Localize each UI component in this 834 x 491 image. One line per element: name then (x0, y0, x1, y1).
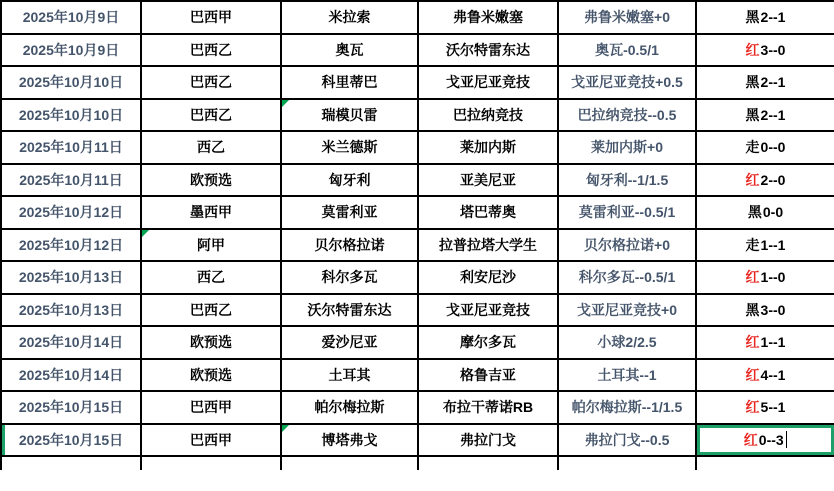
cell-handicap[interactable]: 莫雷利亚--0.5/1 (559, 197, 697, 230)
cell-league[interactable]: 欧预选 (142, 165, 282, 198)
cell-date[interactable]: 2025年10月12日 (2, 230, 142, 263)
green-corner-marker-icon (142, 230, 149, 237)
result-prefix: 黑 (747, 204, 762, 221)
result-prefix: 黑 (745, 74, 760, 91)
result-score: 2--1 (760, 106, 786, 123)
cell-result[interactable] (697, 230, 834, 263)
cell-home-team[interactable]: 米兰德斯 (282, 132, 419, 165)
cell-handicap[interactable]: 小球2/2.5 (559, 327, 697, 360)
result-score: 0-0 (762, 204, 784, 221)
cell-result[interactable] (697, 2, 834, 35)
empty-cell[interactable] (419, 457, 559, 470)
cell-home-team[interactable]: 奥瓦 (282, 35, 419, 68)
result-score: 1--1 (760, 334, 786, 351)
cell-handicap[interactable]: 土耳其--1 (559, 360, 697, 393)
cell-handicap[interactable]: 贝尔格拉诺+0 (559, 230, 697, 263)
cell-date[interactable]: 2025年10月15日 (2, 392, 142, 425)
cell-away-team[interactable]: 摩尔多瓦 (419, 327, 559, 360)
spreadsheet-grid (0, 2, 834, 470)
cell-handicap[interactable]: 戈亚尼亚竞技+0.5 (559, 67, 697, 100)
cell-date[interactable]: 2025年10月14日 (2, 327, 142, 360)
cell-date[interactable]: 2025年10月10日 (2, 100, 142, 133)
cell-home-team[interactable]: 帕尔梅拉斯 (282, 392, 419, 425)
cell-date[interactable]: 2025年10月9日 (2, 2, 142, 35)
cell-home-team[interactable]: 土耳其 (282, 360, 419, 393)
cell-result[interactable] (697, 100, 834, 133)
cell-date[interactable]: 2025年10月11日 (2, 165, 142, 198)
cell-away-team[interactable]: 沃尔特雷东达 (419, 35, 559, 68)
result-prefix: 红 (745, 334, 760, 351)
cell-league[interactable]: 巴西乙 (142, 100, 282, 133)
cell-away-team[interactable]: 戈亚尼亚竞技 (419, 295, 559, 328)
cell-handicap[interactable]: 巴拉纳竞技--0.5 (559, 100, 697, 133)
result-prefix: 走 (745, 236, 760, 253)
empty-cell[interactable] (559, 457, 697, 470)
cell-handicap[interactable]: 弗拉门戈--0.5 (559, 425, 697, 458)
cell-away-team[interactable]: 格鲁吉亚 (419, 360, 559, 393)
cell-away-team[interactable]: 塔巴蒂奥 (419, 197, 559, 230)
result-prefix: 黑 (745, 106, 760, 123)
cell-handicap[interactable]: 帕尔梅拉斯--1/1.5 (559, 392, 697, 425)
result-prefix: 黑 (745, 301, 760, 318)
cell-result[interactable] (697, 295, 834, 328)
empty-cell[interactable] (697, 457, 834, 470)
cell-home-team[interactable]: 科尔多瓦 (282, 262, 419, 295)
cell-date[interactable]: 2025年10月13日 (2, 262, 142, 295)
result-prefix: 走 (745, 139, 760, 156)
cell-handicap[interactable]: 科尔多瓦--0.5/1 (559, 262, 697, 295)
cell-result[interactable] (697, 132, 834, 165)
result-score: 1--0 (760, 269, 786, 286)
cell-date[interactable]: 2025年10月12日 (2, 197, 142, 230)
cell-date[interactable]: 2025年10月9日 (2, 35, 142, 68)
cell-league[interactable]: 巴西甲 (142, 425, 282, 458)
text-caret (786, 431, 788, 448)
cell-away-team[interactable]: 弗鲁米嫩塞 (419, 2, 559, 35)
cell-away-team[interactable]: 拉普拉塔大学生 (419, 230, 559, 263)
cell-result[interactable] (697, 425, 834, 458)
cell-result[interactable] (697, 165, 834, 198)
green-corner-marker-icon (282, 100, 289, 107)
result-score: 1--1 (760, 236, 786, 253)
cell-handicap[interactable]: 莱加内斯+0 (559, 132, 697, 165)
cell-result[interactable] (697, 392, 834, 425)
cell-home-team[interactable]: 爱沙尼亚 (282, 327, 419, 360)
cell-league[interactable]: 巴西甲 (142, 2, 282, 35)
cell-league[interactable]: 巴西乙 (142, 295, 282, 328)
cell-home-team[interactable]: 贝尔格拉诺 (282, 230, 419, 263)
cell-league[interactable]: 欧预选 (142, 327, 282, 360)
cell-result[interactable] (697, 197, 834, 230)
cell-result[interactable] (697, 327, 834, 360)
empty-cell[interactable] (2, 457, 142, 470)
cell-away-team[interactable]: 弗拉门戈 (419, 425, 559, 458)
cell-away-team[interactable]: 莱加内斯 (419, 132, 559, 165)
cell-handicap[interactable]: 弗鲁米嫩塞+0 (559, 2, 697, 35)
result-prefix: 红 (745, 41, 760, 58)
cell-date[interactable]: 2025年10月11日 (2, 132, 142, 165)
result-score: 2--0 (760, 171, 786, 188)
cell-date[interactable]: 2025年10月13日 (2, 295, 142, 328)
cell-home-team[interactable]: 博塔弗戈 (282, 425, 419, 458)
empty-cell[interactable] (282, 457, 419, 470)
cell-league[interactable]: 西乙 (142, 132, 282, 165)
cell-home-team[interactable]: 沃尔特雷东达 (282, 295, 419, 328)
cell-league[interactable]: 西乙 (142, 262, 282, 295)
result-score: 0--3 (758, 431, 784, 448)
cell-result[interactable] (697, 35, 834, 68)
cell-league[interactable]: 墨西甲 (142, 197, 282, 230)
result-score: 5--1 (760, 399, 786, 416)
cell-handicap[interactable]: 奥瓦-0.5/1 (559, 35, 697, 68)
cell-date[interactable]: 2025年10月14日 (2, 360, 142, 393)
cell-home-team[interactable]: 匈牙利 (282, 165, 419, 198)
result-prefix: 红 (745, 399, 760, 416)
cell-date[interactable]: 2025年10月15日 (2, 425, 142, 458)
cell-league[interactable]: 欧预选 (142, 360, 282, 393)
cell-away-team[interactable]: 戈亚尼亚竞技 (419, 67, 559, 100)
result-score: 2--1 (760, 9, 786, 26)
cell-handicap[interactable]: 戈亚尼亚竞技+0 (559, 295, 697, 328)
result-score: 3--0 (760, 41, 786, 58)
result-prefix: 红 (745, 171, 760, 188)
result-prefix: 红 (745, 366, 760, 383)
cell-away-team[interactable]: 亚美尼亚 (419, 165, 559, 198)
cell-handicap[interactable]: 匈牙利--1/1.5 (559, 165, 697, 198)
cell-home-team[interactable]: 莫雷利亚 (282, 197, 419, 230)
result-score: 0--0 (760, 139, 786, 156)
result-prefix: 黑 (745, 9, 760, 26)
green-corner-marker-icon (282, 425, 289, 432)
cell-result[interactable] (697, 262, 834, 295)
cell-home-team[interactable]: 瑞模贝雷 (282, 100, 419, 133)
result-score: 2--1 (760, 74, 786, 91)
cell-result[interactable] (697, 67, 834, 100)
cell-away-team[interactable]: 巴拉纳竞技 (419, 100, 559, 133)
result-score: 4--1 (760, 366, 786, 383)
cell-league[interactable]: 巴西乙 (142, 35, 282, 68)
cell-league[interactable]: 巴西乙 (142, 67, 282, 100)
result-prefix: 红 (745, 269, 760, 286)
cell-date[interactable]: 2025年10月10日 (2, 67, 142, 100)
empty-cell[interactable] (142, 457, 282, 470)
cell-away-team[interactable]: 布拉干蒂诺RB (419, 392, 559, 425)
cell-league[interactable]: 阿甲 (142, 230, 282, 263)
result-prefix: 红 (743, 431, 758, 448)
cell-result[interactable] (697, 360, 834, 393)
cell-home-team[interactable]: 科里蒂巴 (282, 67, 419, 100)
cell-away-team[interactable]: 利安尼沙 (419, 262, 559, 295)
cell-league[interactable]: 巴西甲 (142, 392, 282, 425)
result-score: 3--0 (760, 301, 786, 318)
cell-home-team[interactable]: 米拉索 (282, 2, 419, 35)
